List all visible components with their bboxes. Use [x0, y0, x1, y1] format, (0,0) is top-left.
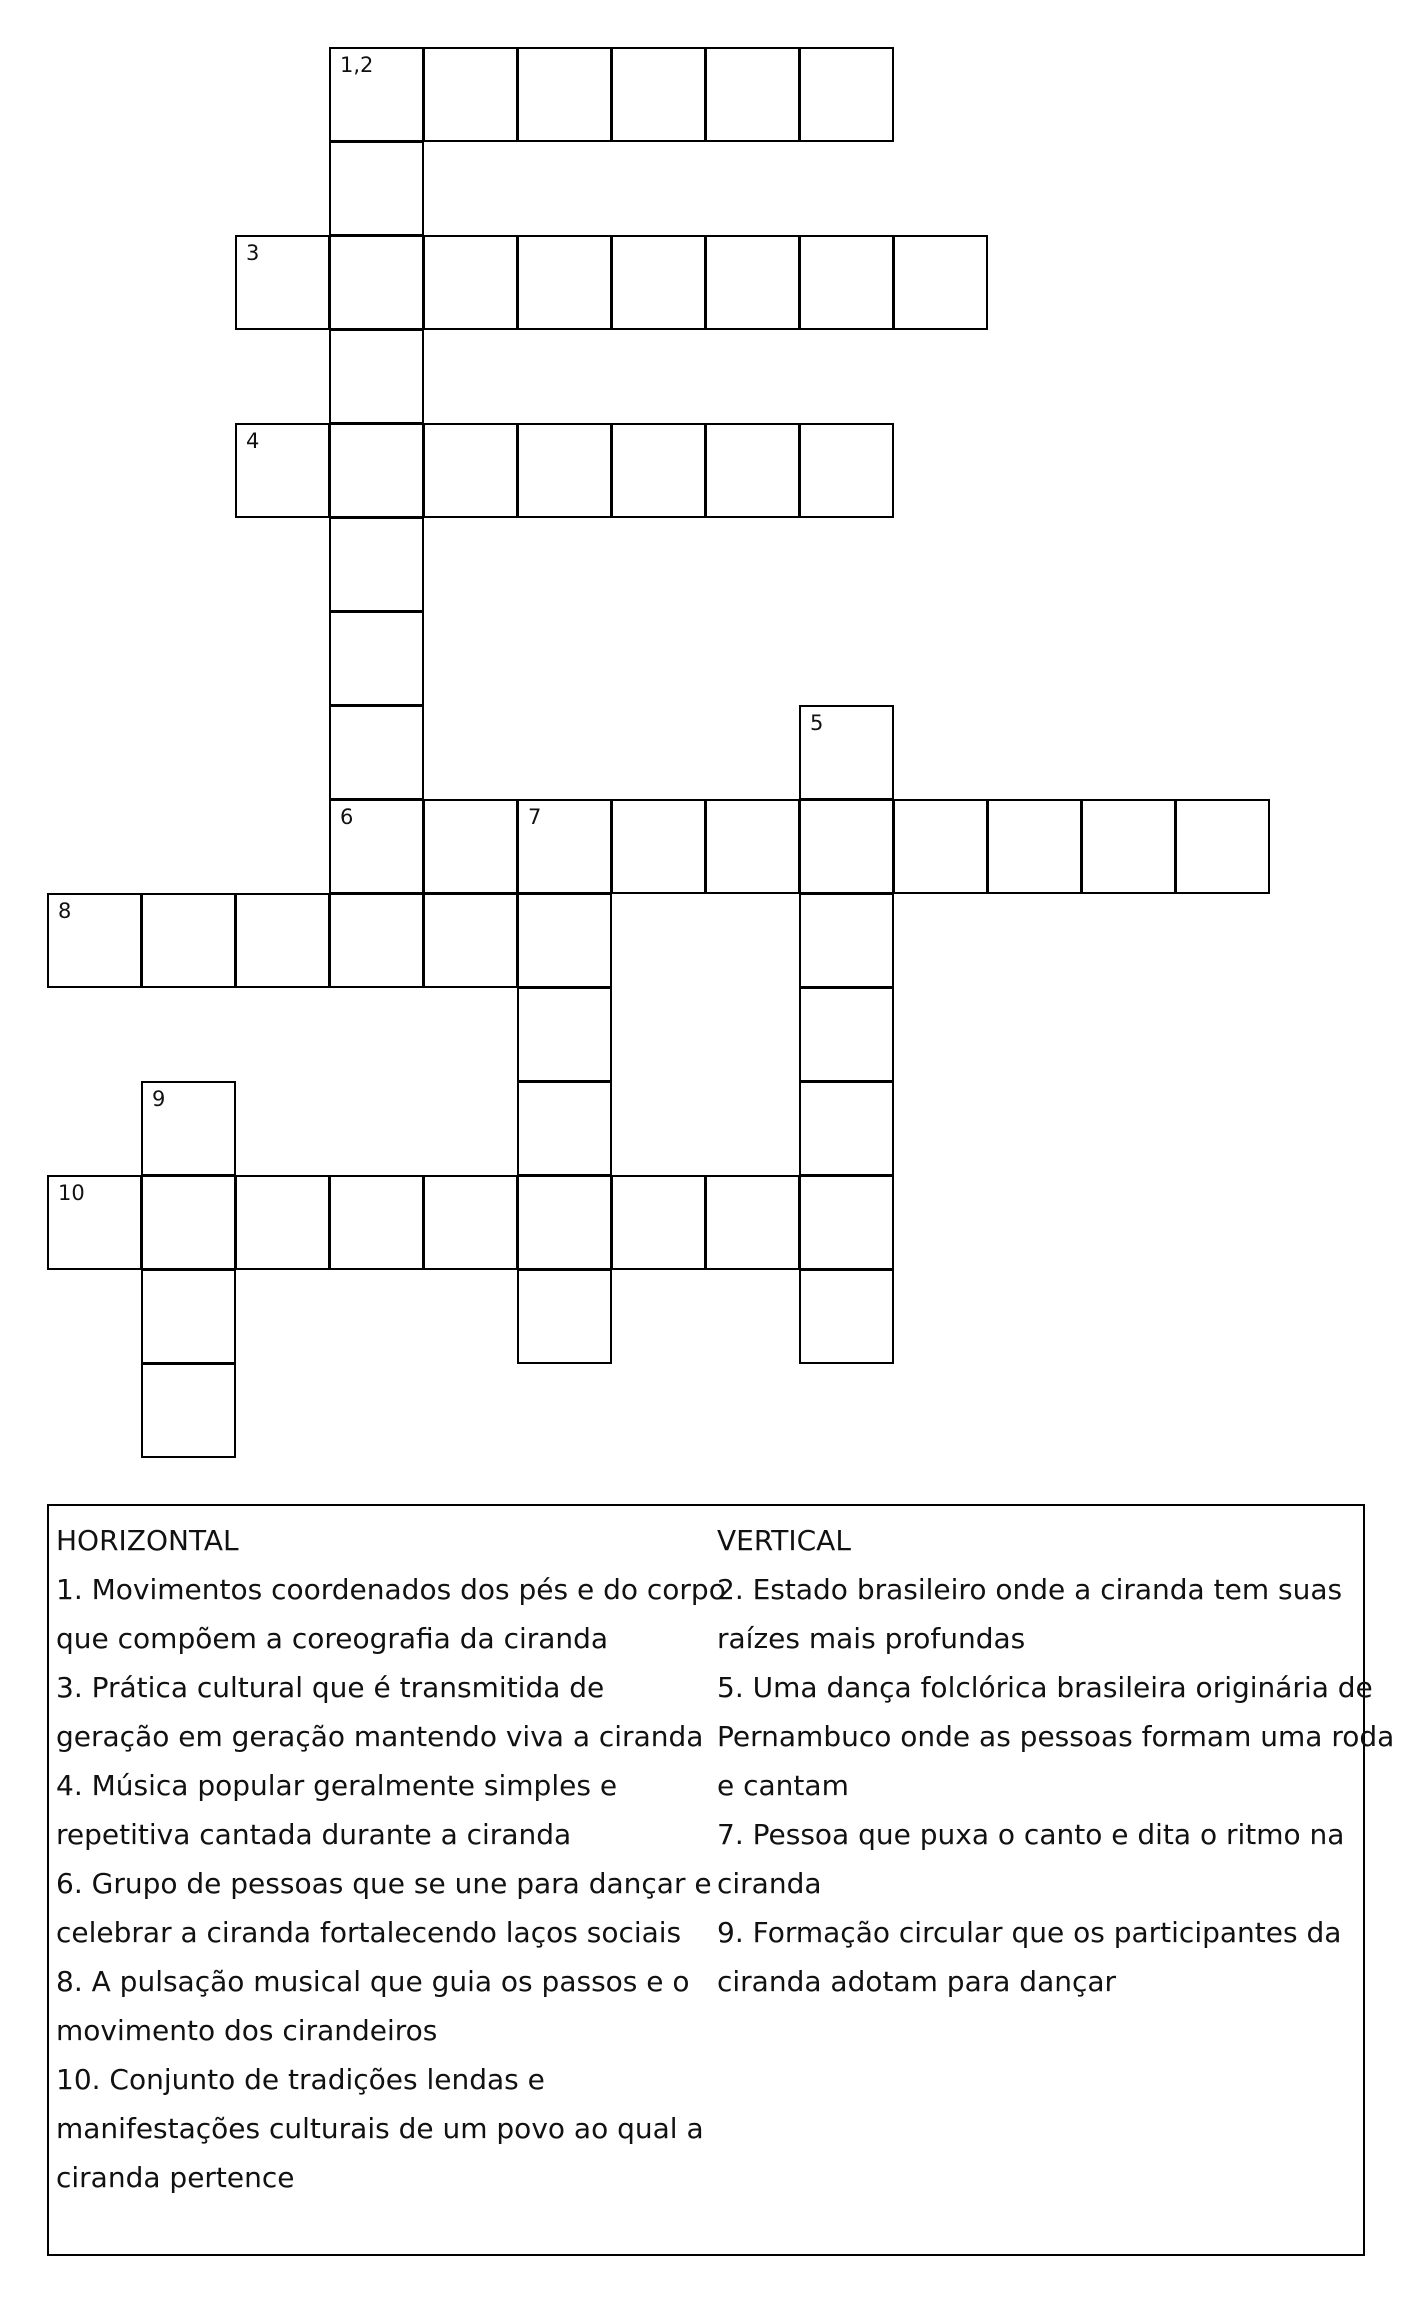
grid-cell[interactable]	[799, 705, 894, 800]
grid-cell[interactable]	[517, 235, 612, 330]
grid-cell[interactable]	[329, 47, 424, 142]
grid-cell[interactable]	[1081, 799, 1176, 894]
grid-cell[interactable]	[799, 987, 894, 1082]
clue-line: 7. Pessoa que puxa o canto e dita o ritmo na	[717, 1818, 1345, 1851]
grid-cell[interactable]	[423, 235, 518, 330]
grid-cell[interactable]	[517, 1081, 612, 1176]
grid-cell[interactable]	[329, 423, 424, 518]
grid-cell[interactable]	[141, 1175, 236, 1270]
grid-cell[interactable]	[517, 1175, 612, 1270]
grid-cell[interactable]	[799, 893, 894, 988]
grid-cell[interactable]	[517, 47, 612, 142]
grid-cell[interactable]	[799, 423, 894, 518]
clue-line: celebrar a ciranda fortalecendo laços sociais	[56, 1916, 682, 1949]
clue-line: ciranda adotam para dançar	[717, 1965, 1117, 1998]
clue-number: 3	[246, 241, 260, 265]
grid-cell[interactable]	[799, 1269, 894, 1364]
clue-number: 8	[58, 899, 72, 923]
grid-cell[interactable]	[235, 235, 330, 330]
clue-number: 5	[810, 711, 824, 735]
clue-number: 4	[246, 429, 260, 453]
clue-line: 2. Estado brasileiro onde a ciranda tem suas	[717, 1573, 1343, 1606]
grid-cell[interactable]	[235, 893, 330, 988]
grid-cell[interactable]	[1175, 799, 1270, 894]
grid-cell[interactable]	[611, 235, 706, 330]
clue-line: manifestações culturais de um povo ao qual a	[56, 2112, 704, 2145]
grid-cell[interactable]	[893, 799, 988, 894]
clue-line: ciranda	[717, 1867, 822, 1900]
clue-line: 10. Conjunto de tradições lendas e	[56, 2063, 545, 2096]
clue-line: Pernambuco onde as pessoas formam uma roda	[717, 1720, 1395, 1753]
grid-cell[interactable]	[141, 1269, 236, 1364]
grid-cell[interactable]	[329, 611, 424, 706]
horizontal-heading: HORIZONTAL	[56, 1524, 239, 1557]
grid-cell[interactable]	[705, 423, 800, 518]
grid-cell[interactable]	[235, 423, 330, 518]
grid-cell[interactable]	[423, 893, 518, 988]
clue-line: geração em geração mantendo viva a ciranda	[56, 1720, 704, 1753]
clue-line: 4. Música popular geralmente simples e	[56, 1769, 618, 1802]
grid-cell[interactable]	[329, 799, 424, 894]
grid-cell[interactable]	[517, 1269, 612, 1364]
grid-cell[interactable]	[423, 423, 518, 518]
clue-number: 9	[152, 1087, 166, 1111]
clue-line: raízes mais profundas	[717, 1622, 1026, 1655]
grid-cell[interactable]	[799, 799, 894, 894]
grid-cell[interactable]	[329, 329, 424, 424]
grid-cell[interactable]	[329, 705, 424, 800]
grid-cell[interactable]	[799, 1081, 894, 1176]
grid-cell[interactable]	[611, 799, 706, 894]
grid-cell[interactable]	[705, 1175, 800, 1270]
grid-cell[interactable]	[329, 235, 424, 330]
clue-line: 3. Prática cultural que é transmitida de	[56, 1671, 605, 1704]
grid-cell[interactable]	[705, 47, 800, 142]
grid-cell[interactable]	[47, 1175, 142, 1270]
grid-cell[interactable]	[799, 1175, 894, 1270]
clue-line: 5. Uma dança folclórica brasileira originária de	[717, 1671, 1373, 1704]
grid-cell[interactable]	[611, 47, 706, 142]
clue-line: e cantam	[717, 1769, 849, 1802]
grid-cell[interactable]	[517, 799, 612, 894]
grid-cell[interactable]	[423, 47, 518, 142]
grid-cell[interactable]	[799, 235, 894, 330]
clue-number: 6	[340, 805, 354, 829]
vertical-heading: VERTICAL	[717, 1524, 851, 1557]
clue-number: 10	[58, 1181, 85, 1205]
clue-line: 6. Grupo de pessoas que se une para dançar e	[56, 1867, 712, 1900]
vertical-clues	[717, 1516, 1395, 2006]
clue-line: 8. A pulsação musical que guia os passos e o	[56, 1965, 690, 1998]
grid-cell[interactable]	[893, 235, 988, 330]
clue-line: 9. Formação circular que os participantes da	[717, 1916, 1342, 1949]
clue-number: 7	[528, 805, 542, 829]
clue-line: movimento dos cirandeiros	[56, 2014, 438, 2047]
grid-cell[interactable]	[235, 1175, 330, 1270]
grid-cell[interactable]	[423, 799, 518, 894]
grid-cell[interactable]	[329, 141, 424, 236]
grid-cell[interactable]	[517, 987, 612, 1082]
clue-line: que compõem a coreografia da ciranda	[56, 1622, 609, 1655]
grid-cell[interactable]	[329, 517, 424, 612]
grid-cell[interactable]	[329, 893, 424, 988]
grid-cell[interactable]	[799, 47, 894, 142]
grid-cell[interactable]	[705, 799, 800, 894]
grid-cell[interactable]	[329, 1175, 424, 1270]
clues-box	[47, 1504, 1395, 2256]
grid-cell[interactable]	[141, 893, 236, 988]
grid-cell[interactable]	[611, 423, 706, 518]
clue-number: 1,2	[340, 53, 374, 77]
grid-cell[interactable]	[611, 1175, 706, 1270]
clue-line: ciranda pertence	[56, 2161, 295, 2194]
grid-cell[interactable]	[423, 1175, 518, 1270]
grid-cell[interactable]	[517, 423, 612, 518]
grid-cell[interactable]	[141, 1363, 236, 1458]
clue-line: repetitiva cantada durante a ciranda	[56, 1818, 572, 1851]
clue-line: 1. Movimentos coordenados dos pés e do corpo	[56, 1573, 726, 1606]
grid-cell[interactable]	[517, 893, 612, 988]
grid-cell[interactable]	[987, 799, 1082, 894]
grid-cell[interactable]	[47, 893, 142, 988]
grid-cell[interactable]	[705, 235, 800, 330]
grid-cell[interactable]	[141, 1081, 236, 1176]
horizontal-clues	[56, 1516, 726, 2202]
